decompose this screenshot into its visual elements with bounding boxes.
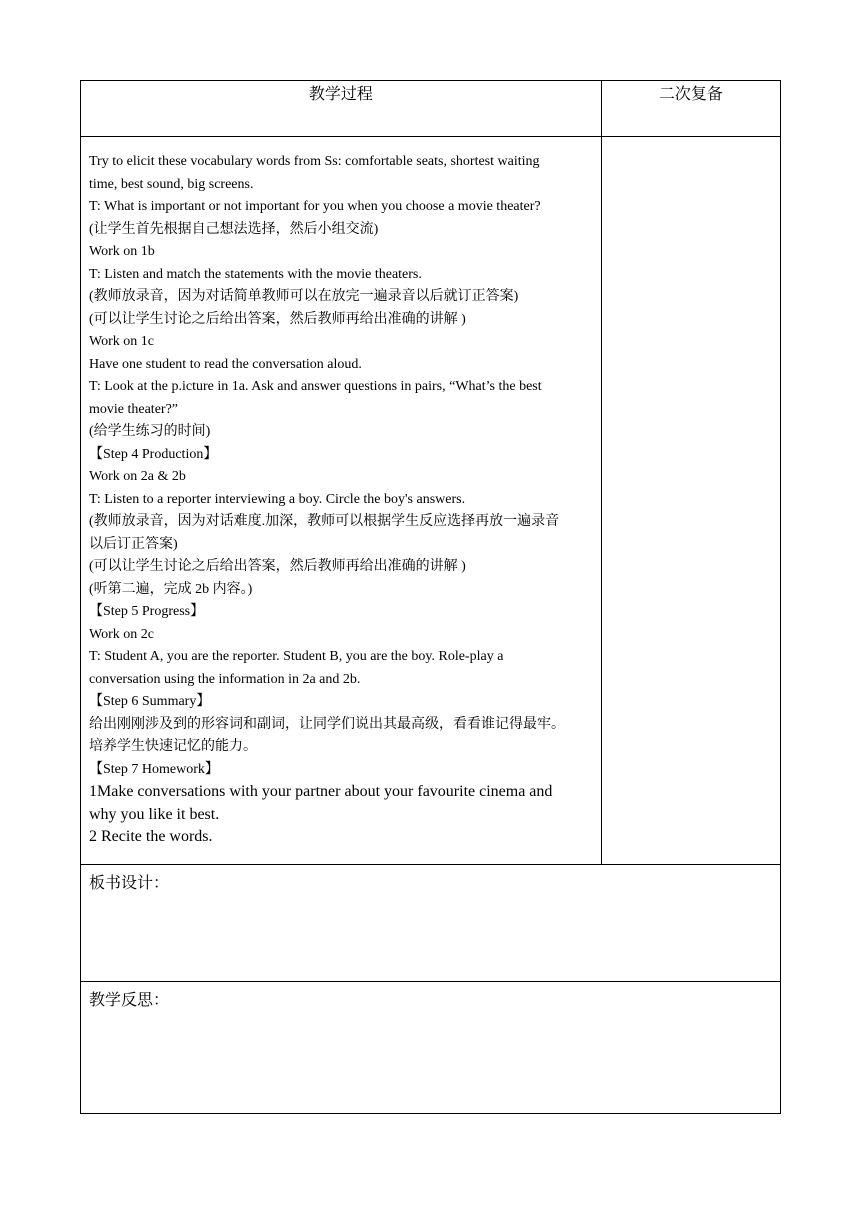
process-line: time, best sound, big screens.	[89, 176, 254, 192]
process-line: Try to elicit these vocabulary words from Ss: comfortable seats, shortest waiting	[89, 154, 540, 169]
process-line: T: Listen and match the statements with the movie theaters.	[89, 266, 422, 282]
process-line: T: Student A, you are the reporter. Student B, you are the boy. Role-play a	[89, 649, 504, 664]
process-line: (可以让学生讨论之后给出答案，然后教师再给出准确的讲解 )	[89, 311, 466, 327]
process-line: (教师放录音，因为对话简单教师可以在放完一遍录音以后就订正答案)	[89, 289, 519, 304]
board-design-cell	[81, 865, 781, 982]
step-heading: 【Step 7 Homework】	[89, 761, 219, 777]
revision-header: 二次复备	[601, 81, 780, 137]
process-line: Work on 2a & 2b	[89, 469, 186, 484]
process-line: (教师放录音，因为对话难度.加深，教师可以根据学生反应选择再放一遍录音	[89, 514, 560, 529]
process-cell	[81, 137, 602, 865]
process-line: 以后订正答案)	[89, 536, 178, 552]
process-row	[81, 137, 781, 865]
process-line: Work on 1b	[89, 244, 155, 259]
lesson-plan-table	[80, 80, 781, 1114]
homework-line: 1Make conversations with your partner about your favourite cinema and	[89, 783, 553, 800]
process-line: (让学生首先根据自己想法选择，然后小组交流)	[89, 221, 379, 237]
process-line: conversation using the information in 2a and 2b.	[89, 671, 361, 687]
reflection-label: 教学反思：	[89, 992, 170, 1009]
process-line: Work on 1c	[89, 334, 154, 349]
process-content	[81, 137, 601, 849]
step-heading: 【Step 6 Summary】	[89, 694, 211, 709]
process-line: (给学生练习的时间)	[89, 424, 211, 439]
process-line: 培养学生快速记忆的能力。	[89, 739, 257, 754]
process-line: 给出刚刚涉及到的形容词和副词，让同学们说出其最高级，看看谁记得最牢。	[89, 716, 565, 732]
board-row	[81, 865, 781, 982]
process-line: T: Look at the p.icture in 1a. Ask and answer questions in pairs, “What’s the best	[89, 379, 542, 394]
homework-line: 2 Recite the words.	[89, 828, 213, 845]
revision-cell	[601, 137, 780, 865]
reflection-cell	[81, 982, 781, 1114]
process-line: T: What is important or not important for you when you choose a movie theater?	[89, 199, 541, 214]
homework-line: why you like it best.	[89, 805, 220, 823]
reflection-row	[81, 982, 781, 1114]
process-line: (听第二遍，完成 2b 内容。)	[89, 581, 253, 597]
step-heading: 【Step 4 Production】	[89, 446, 218, 462]
process-line: movie theater?”	[89, 401, 179, 417]
board-design-label: 板书设计：	[89, 875, 170, 892]
process-line: Have one student to read the conversation aloud.	[89, 356, 362, 372]
process-line: (可以让学生讨论之后给出答案，然后教师再给出准确的讲解 )	[89, 559, 466, 574]
process-header: 教学过程	[81, 81, 602, 137]
header-row	[81, 81, 781, 137]
process-line: Work on 2c	[89, 626, 154, 642]
step-heading: 【Step 5 Progress】	[89, 604, 205, 619]
process-line: T: Listen to a reporter interviewing a boy. Circle the boy's answers.	[89, 491, 466, 507]
